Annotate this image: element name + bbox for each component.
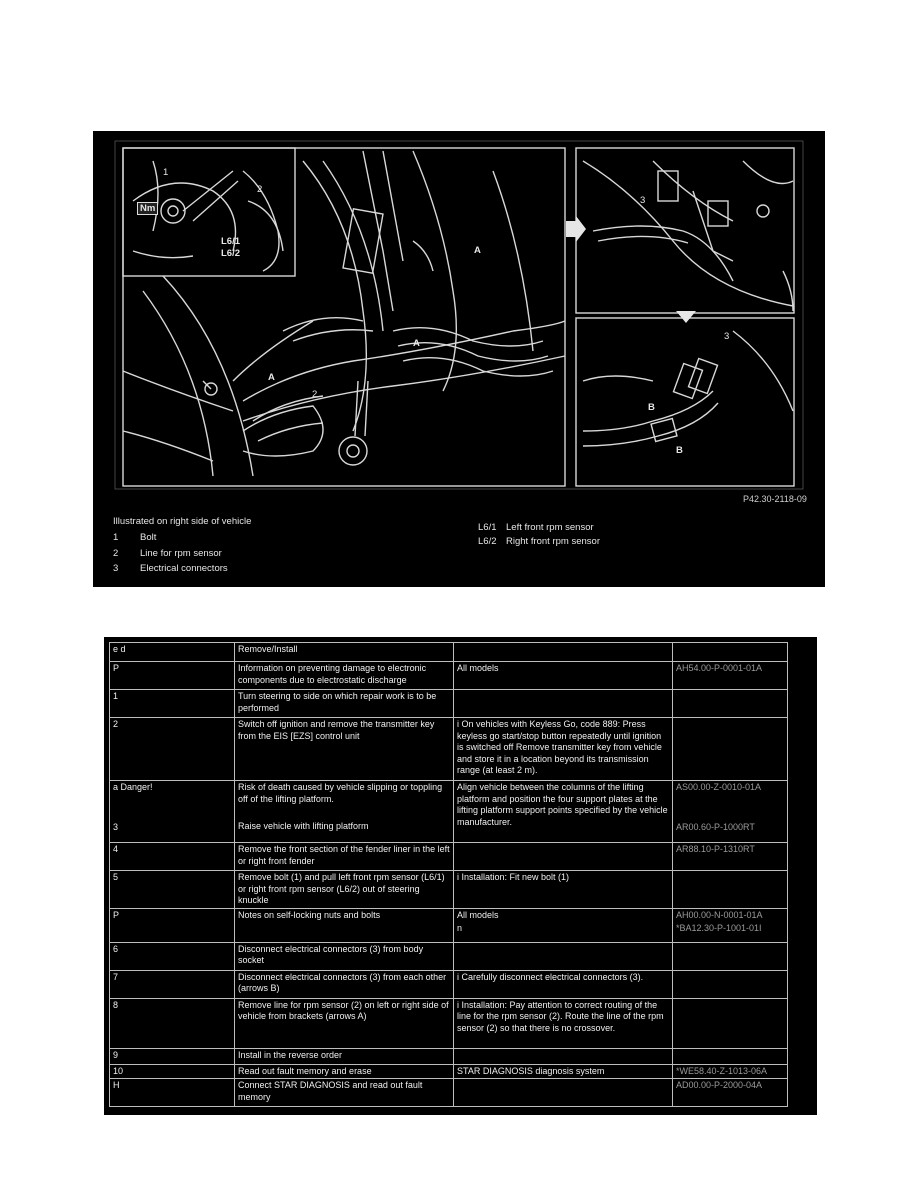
step-cell: 8 [110,998,235,1048]
danger-label: a Danger! [113,782,153,792]
table-row [110,1079,788,1107]
note-cell [454,643,673,662]
note-cell: i On vehicles with Keyless Go, code 889: Press keyless go start/stop button repeatedly until ignition is switched off Remove transmitter key from vehicle and store it in a location beyond its transmission range (at least 2 m). [454,718,673,781]
action-cell: Remove the front section of the fender liner in the left or right front fender [235,843,454,871]
callout-a-1: A [474,245,481,256]
table-row [110,1064,788,1079]
legend-num: L6/1 [478,522,497,533]
table-row [110,1048,788,1064]
step-cell: 10 [110,1064,235,1079]
step-cell: e d [110,643,235,662]
doc-link-cell[interactable] [673,942,788,970]
note-cell [454,942,673,970]
table-row [110,843,788,871]
torque-callout: Nm [137,202,158,215]
action-cell: Remove line for rpm sensor (2) on left or right side of vehicle from brackets (arrows A) [235,998,454,1048]
caption-title: Illustrated on right side of vehicle [113,516,252,527]
step-cell: 9 [110,1048,235,1064]
callout-3-top: 3 [640,195,646,206]
table-row [110,871,788,909]
action-cell: Read out fault memory and erase [235,1064,454,1079]
doc-link-cell[interactable] [673,871,788,909]
table-row [110,998,788,1048]
step-number: 3 [113,821,119,832]
action-cell: Remove/Install [235,643,454,662]
legend-num: L6/2 [478,536,497,547]
table-row [110,781,788,843]
doc-link-cell[interactable]: AH54.00-P-0001-01A [673,662,788,690]
action-cell: Switch off ignition and remove the transmitter key from the EIS [EZS] control unit [235,718,454,781]
table-row [110,970,788,998]
doc-link-cell[interactable] [673,690,788,718]
table-row [110,690,788,718]
callout-1: 1 [163,167,169,178]
doc-link-cell[interactable]: AD00.00-P-2000-04A [673,1079,788,1107]
doc-link-cell[interactable]: *WE58.40-Z-1013-06A [673,1064,788,1079]
doc-link[interactable]: *BA12.30-P-1001-01I [676,923,762,933]
callout-a-2: A [413,338,420,349]
step-cell: 1 [110,690,235,718]
callout-a-3: A [268,372,275,383]
step-cell: 5 [110,871,235,909]
doc-link-cell[interactable] [673,1048,788,1064]
connector-view-frame [576,148,794,313]
separated-view-frame [576,318,794,486]
note-cell: STAR DIAGNOSIS diagnosis system [454,1064,673,1079]
doc-link-cell[interactable] [673,643,788,662]
main-view-frame [123,148,565,486]
action-cell [235,781,454,843]
doc-link-cell[interactable] [673,781,788,843]
action-cell: Connect STAR DIAGNOSIS and read out fault memory [235,1079,454,1107]
legend-label: Electrical connectors [140,563,228,574]
note-cell: i Carefully disconnect electrical connectors (3). [454,970,673,998]
callout-b-2: B [676,445,683,456]
table-row [110,908,788,942]
legend-num: 2 [113,548,119,559]
doc-link-cell[interactable] [673,970,788,998]
note-cell [454,690,673,718]
procedure-table-panel [104,637,817,1115]
note-cell: i Installation: Fit new bolt (1) [454,871,673,909]
danger-text: Risk of death caused by vehicle slipping or toppling off of the lifting platform. [238,782,443,804]
callout-l6-1: L6/1 [221,236,241,247]
action-cell: Information on preventing damage to electronic components due to electrostatic discharge [235,662,454,690]
legend-label: Left front rpm sensor [506,522,594,533]
doc-link[interactable]: AH00.00-N-0001-01A [676,909,763,920]
doc-link-cell[interactable] [673,908,788,942]
note-text: All models [457,909,499,920]
note-cell: i Installation: Pay attention to correct routing of the line for the rpm sensor (2). Route the line of the rpm sensor (2) so that there is no crossover. [454,998,673,1048]
note-cell: Align vehicle between the columns of the lifting platform and position the four support plates at the lifting platform support points specified by the vehicle manufacturer. [454,781,673,843]
doc-link[interactable]: AS00.00-Z-0010-01A [676,782,762,792]
table-row [110,643,788,662]
note-cell [454,1079,673,1107]
action-cell: Remove bolt (1) and pull left front rpm sensor (L6/1) or right front rpm sensor (L6/2) out of steering knuckle [235,871,454,909]
step-cell: 7 [110,970,235,998]
step-cell: P [110,908,235,942]
step-cell: H [110,1079,235,1107]
step-cell: 6 [110,942,235,970]
callout-3-bottom: 3 [724,331,730,342]
note-cell: All models [454,662,673,690]
table-row [110,942,788,970]
table-row [110,718,788,781]
doc-link-cell[interactable]: AR88.10-P-1310RT [673,843,788,871]
callout-b-1: B [648,402,655,413]
doc-link[interactable]: AR00.60-P-1000RT [676,821,755,832]
step-cell [110,781,235,843]
action-cell: Disconnect electrical connectors (3) from each other (arrows B) [235,970,454,998]
note-cell [454,908,673,942]
action-cell: Notes on self-locking nuts and bolts [235,908,454,942]
doc-link-cell[interactable] [673,998,788,1048]
action-cell: Install in the reverse order [235,1048,454,1064]
callout-2-main: 2 [312,389,318,400]
step-cell: P [110,662,235,690]
step-cell: 2 [110,718,235,781]
step-cell: 4 [110,843,235,871]
table-row [110,662,788,690]
legend-label: Bolt [140,532,157,543]
doc-link-cell[interactable] [673,718,788,781]
legend-num: 1 [113,532,119,543]
legend-num: 3 [113,563,119,574]
action-cell: Turn steering to side on which repair work is to be performed [235,690,454,718]
legend-label: Right front rpm sensor [506,536,600,547]
figure-code: P42.30-2118-09 [743,494,807,504]
action-cell: Disconnect electrical connectors (3) from body socket [235,942,454,970]
action-text: Raise vehicle with lifting platform [238,821,369,831]
illustration-panel [93,131,825,587]
callout-2-inset: 2 [257,184,263,195]
legend-label: Line for rpm sensor [140,548,222,559]
procedure-table [109,642,788,1107]
note-cell [454,1048,673,1064]
callout-l6-2: L6/2 [221,248,241,259]
note-mark: n [457,923,463,933]
note-cell [454,843,673,871]
